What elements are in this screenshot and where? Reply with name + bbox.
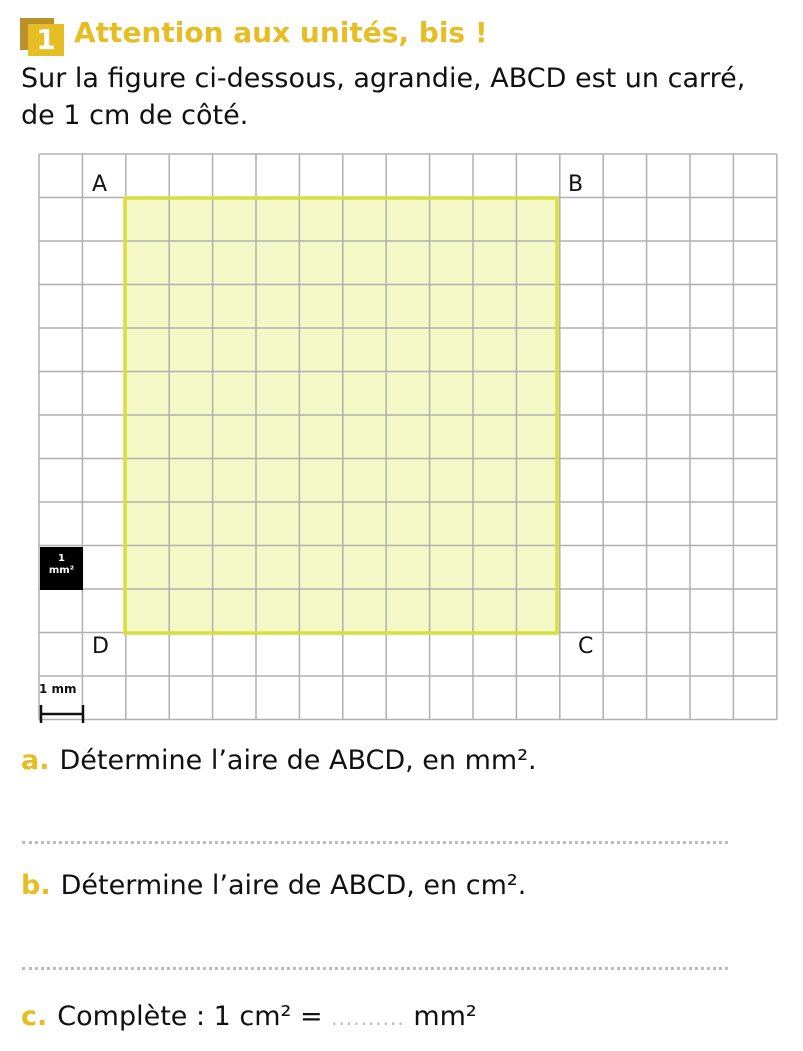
answer-line-b[interactable]	[22, 967, 728, 970]
question-c-text-after: mm²	[404, 1001, 477, 1032]
legend-value: 1	[58, 553, 65, 564]
scale-label: 1 mm	[39, 682, 77, 696]
label-a: A	[92, 172, 108, 197]
question-c	[21, 1001, 477, 1032]
unit-square-legend	[40, 547, 83, 590]
question-a	[21, 745, 537, 776]
grid-figure	[0, 140, 803, 730]
question-c-blank[interactable]: ..........	[331, 1006, 405, 1030]
question-b-letter: b.	[21, 870, 51, 901]
question-c-text-before: Complète : 1 cm² =	[57, 1001, 332, 1032]
answer-line-a[interactable]	[22, 841, 728, 844]
legend-unit: mm²	[48, 565, 75, 576]
exercise-intro: Sur la figure ci-dessous, agrandie, ABCD est un carré, de 1 cm de côté.	[21, 63, 746, 131]
scale-bar	[39, 682, 83, 723]
question-b	[21, 870, 526, 901]
exercise-number: 1	[28, 24, 64, 56]
question-b-text: Détermine l’aire de ABCD, en cm².	[60, 870, 527, 901]
question-a-letter: a.	[21, 745, 50, 776]
question-a-text: Détermine l’aire de ABCD, en mm².	[59, 745, 537, 776]
label-b: B	[568, 172, 584, 197]
exercise-title: Attention aux unités, bis !	[74, 16, 488, 49]
label-c: C	[578, 634, 594, 659]
exercise-number-badge	[20, 18, 64, 58]
label-d: D	[92, 634, 109, 659]
question-c-letter: c.	[21, 1001, 48, 1032]
